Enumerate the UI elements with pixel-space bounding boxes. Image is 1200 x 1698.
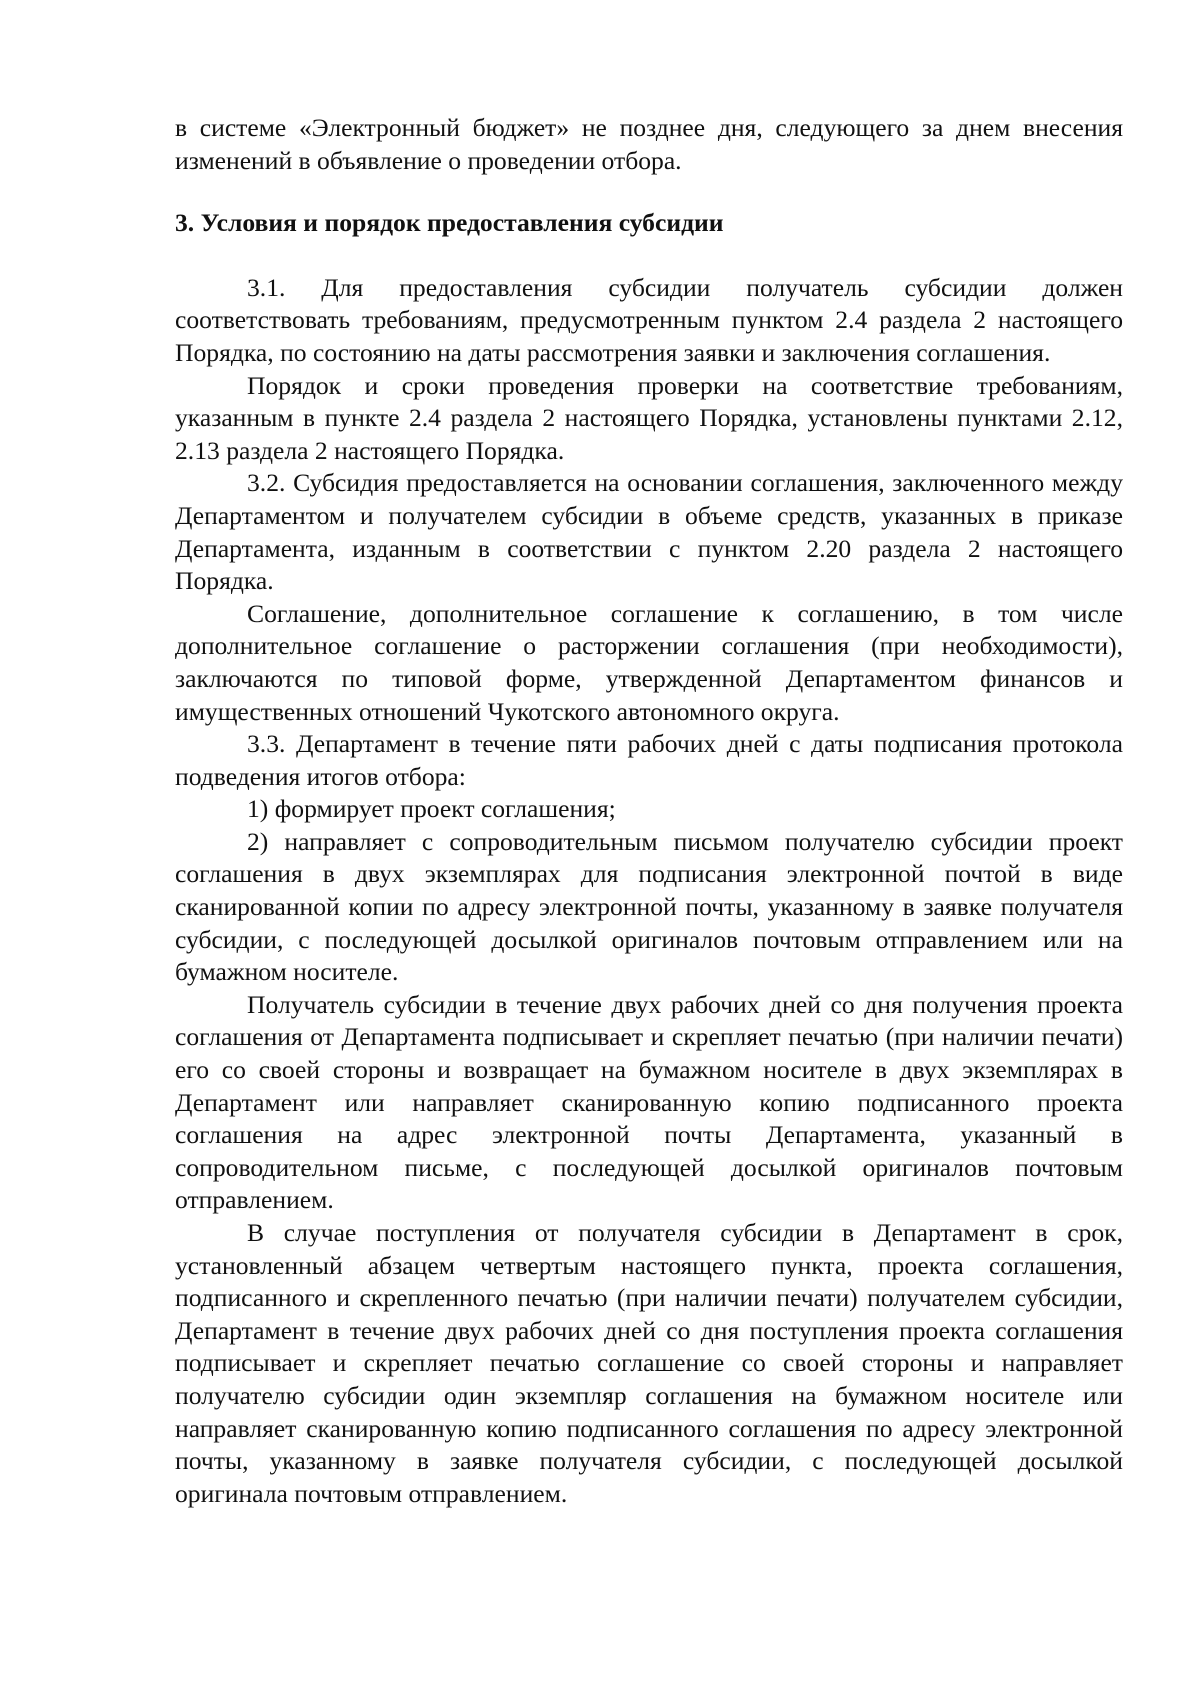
document-page [175,112,1123,1510]
paragraph-3-2: 3.2. Субсидия предоставляется на основании соглашения, заключенного между Департаментом и получателем субсидии в объеме средств, указанных в приказе Департамента, изданным в соответствии с пунктом 2.20 раздела 2 настоящего Порядка. [175,468,1123,596]
list-item-1: 1) формирует проект соглашения; [247,794,616,824]
section-heading: 3. Условия и порядок предоставления субсидии [175,208,724,238]
intro-paragraph: в системе «Электронный бюджет» не позднее дня, следующего за днем внесения изменений в объявление о проведении отбора. [175,113,1123,175]
paragraph-3-1: 3.1. Для предоставления субсидии получатель субсидии должен соответствовать требованиям, предусмотренным пунктом 2.4 раздела 2 настоящего Порядка, по состоянию на даты рассмотрения заявки и заключения соглашения. [175,272,1123,367]
paragraph-recipient-signing: Получатель субсидии в течение двух рабочих дней со дня получения проекта соглашения от Департамента подписывает и скрепляет печатью (при наличии печати) его со своей стороны и возвращает на бумажном носителе в двух экземплярах в Департамент или направляет сканированную копию подписанного проекта соглашения на адрес электронной почты Департамента, указанный в сопроводительном письме, с последующей досылкой оригиналов почтовым отправлением. [175,989,1123,1215]
paragraph-verification-procedure: Порядок и сроки проведения проверки на соответствие требованиям, указанным в пункте 2.4 раздела 2 настоящего Порядка, установлены пунктами 2.12, 2.13 раздела 2 настоящего Порядка. [175,370,1123,465]
list-item-2: 2) направляет с сопроводительным письмом получателю субсидии проект соглашения в двух экземплярах для подписания электронной почтой в виде сканированной копии по адресу электронной почты, указанному в заявке получателя субсидии, с последующей досылкой оригиналов почтовым отправлением или на бумажном носителе. [175,826,1123,987]
paragraph-3-3: 3.3. Департамент в течение пяти рабочих дней с даты подписания протокола подведения итогов отбора: [175,729,1123,791]
paragraph-department-signing: В случае поступления от получателя субсидии в Департамент в срок, установленный абзацем четвертым настоящего пункта, проекта соглашения, подписанного и скрепленного печатью (при наличии печати) получателем субсидии, Департамент в течение двух рабочих дней со дня поступления проекта соглашения подписывает и скрепляет печатью соглашение со своей стороны и направляет получателю субсидии один экземпляр соглашения на бумажном носителе или направляет сканированную копию подписанного соглашения по адресу электронной почты, указанному в заявке получателя субсидии, с последующей досылкой оригинала почтовым отправлением. [175,1218,1123,1508]
paragraph-agreement-form: Соглашение, дополнительное соглашение к соглашению, в том числе дополнительное соглашение о расторжении соглашения (при необходимости), заключаются по типовой форме, утвержденной Департаментом финансов и имущественных отношений Чукотского автономного округа. [175,598,1123,726]
